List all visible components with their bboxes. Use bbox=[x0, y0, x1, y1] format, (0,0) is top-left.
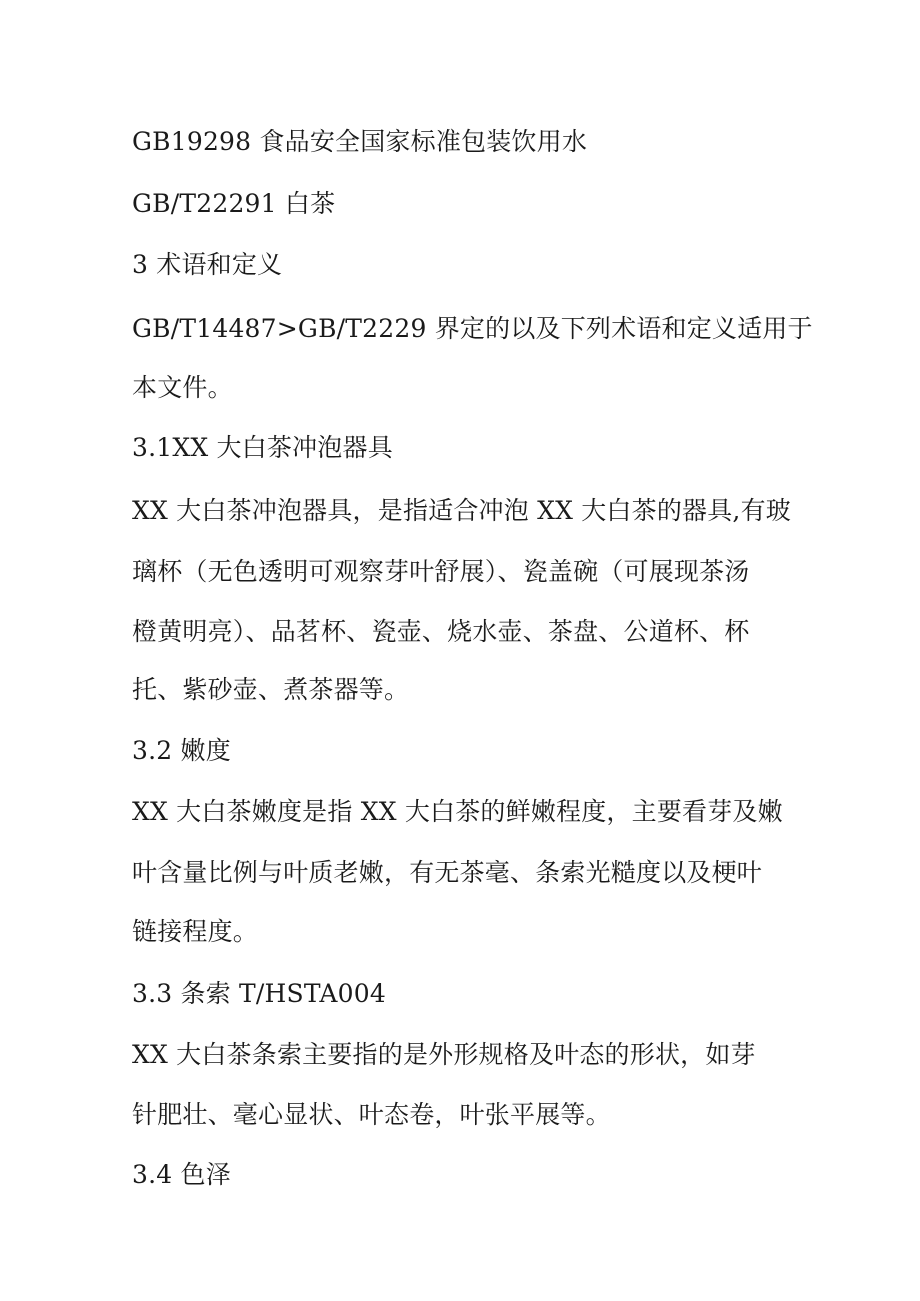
paragraph-3-2-line-3: 链接程度。 bbox=[132, 917, 259, 946]
paragraph-3-1-line-2: 璃杯（无色透明可观察芽叶舒展）、瓷盖碗（可展现茶汤 bbox=[132, 557, 750, 586]
section-heading-terms-definitions: 3 术语和定义 bbox=[132, 250, 283, 279]
subsection-heading-3-1: 3.1XX 大白茶冲泡器具 bbox=[132, 433, 393, 462]
reference-standard-gb-t22291: GB/T22291 白茶 bbox=[132, 189, 336, 218]
paragraph-3-1-line-1: XX 大白茶冲泡器具，是指适合冲泡 XX 大白茶的器具,有玻 bbox=[132, 496, 791, 525]
paragraph-3-1-line-4: 托、紫砂壶、煮茶器等。 bbox=[132, 675, 410, 704]
subsection-heading-3-3: 3.3 条索 T/HSTA004 bbox=[132, 979, 386, 1008]
paragraph-terms-intro-line-1: GB/T14487>GB/T2229 界定的以及下列术语和定义适用于 bbox=[132, 314, 813, 343]
paragraph-terms-intro-line-2: 本文件。 bbox=[132, 373, 233, 402]
paragraph-3-2-line-2: 叶含量比例与叶质老嫩，有无茶毫、条索光糙度以及梗叶 bbox=[132, 858, 763, 887]
paragraph-3-2-line-1: XX 大白茶嫩度是指 XX 大白茶的鲜嫩程度，主要看芽及嫩 bbox=[132, 797, 783, 826]
reference-standard-gb19298: GB19298 食品安全国家标准包装饮用水 bbox=[132, 127, 588, 156]
paragraph-3-1-line-3: 橙黄明亮）、品茗杯、瓷壶、烧水壶、茶盘、公道杯、杯 bbox=[132, 617, 750, 646]
subsection-heading-3-4: 3.4 色泽 bbox=[132, 1160, 231, 1189]
paragraph-3-3-line-1: XX 大白茶条索主要指的是外形规格及叶态的形状，如芽 bbox=[132, 1040, 756, 1069]
paragraph-3-3-line-2: 针肥壮、毫心显状、叶态卷，叶张平展等。 bbox=[132, 1100, 611, 1129]
subsection-heading-3-2: 3.2 嫩度 bbox=[132, 736, 231, 765]
